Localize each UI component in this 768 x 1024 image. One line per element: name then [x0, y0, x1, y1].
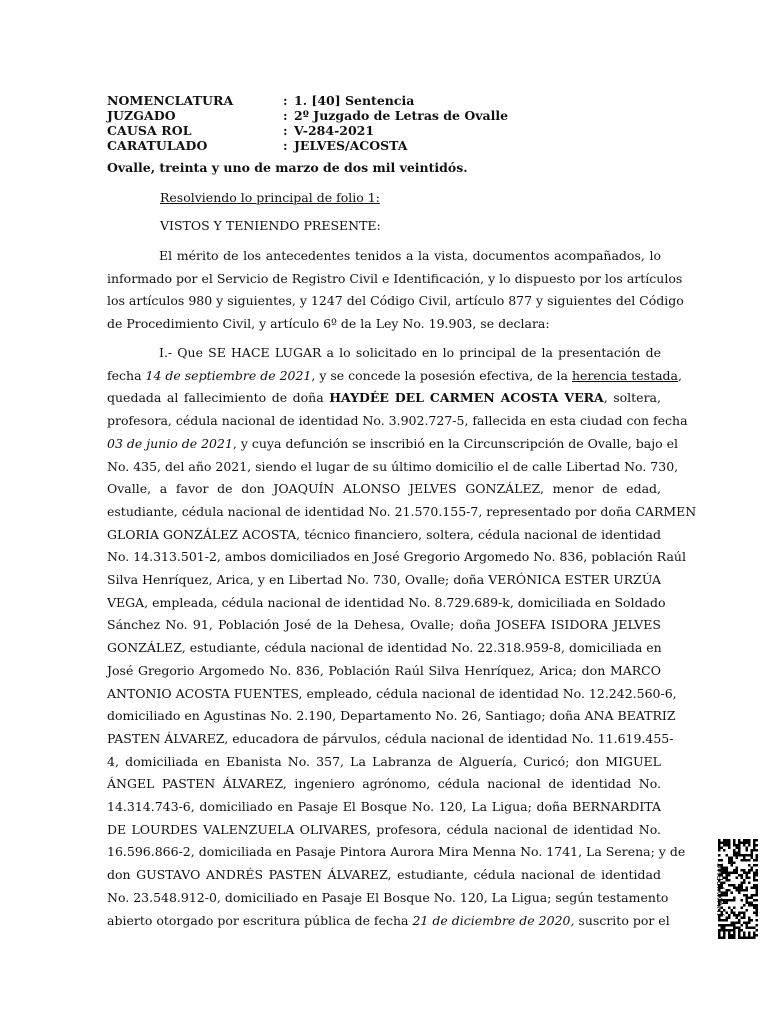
- text-segment: quedada al fallecimiento de doña: [107, 390, 330, 406]
- header-row-causa-rol: [107, 123, 627, 138]
- text-line: I.- Que SE HACE LUGAR a lo solicitado en lo principal de la presentación de: [159, 345, 661, 360]
- text-line: don GUSTAVO ANDRÉS PASTEN ÁLVAREZ, estudiante, cédula nacional de identidad: [107, 867, 661, 883]
- verification-code-text: JHVXYJPEHC: [716, 862, 725, 916]
- header-row-caratulado: [107, 138, 627, 153]
- text-line: PASTEN ÁLVAREZ, educadora de párvulos, cédula nacional de identidad No. 11.619.455-: [107, 730, 674, 746]
- text-line: José Gregorio Argomedo No. 836, Población Raúl Silva Henríquez, Arica; don MARCO: [107, 662, 661, 678]
- header-separator: :: [283, 123, 288, 138]
- text-line: GONZÁLEZ, estudiante, cédula nacional de identidad No. 22.318.959-8, domiciliada en: [107, 640, 662, 656]
- deceased-name: HAYDÉE DEL CARMEN ACOSTA VERA: [329, 390, 604, 406]
- paragraph-considerando: [107, 245, 684, 336]
- text-line: [107, 387, 661, 410]
- text-line: informado por el Servicio de Registro Civil e Identificación, y lo dispuesto por los artículos: [107, 270, 683, 286]
- header-value: JELVES/ACOSTA: [294, 138, 408, 153]
- header-row-juzgado: [107, 108, 627, 123]
- text-segment: , soltera,: [603, 390, 661, 406]
- text-segment: suscrito por el: [574, 912, 670, 928]
- text-line: los artículos 980 y siguientes, y 1247 del Código Civil, artículo 877 y siguientes del Código: [107, 293, 684, 309]
- header-separator: :: [283, 108, 288, 123]
- verification-code-block: [718, 838, 758, 940]
- header-separator: :: [283, 138, 288, 153]
- text-line: profesora, cédula nacional de identidad No. 3.902.727-5, fallecida en esta ciudad con fecha: [107, 413, 688, 429]
- text-segment: fecha: [107, 367, 146, 383]
- testament-date: 21 de diciembre de 2020,: [412, 912, 575, 928]
- text-segment: abierto otorgado por escritura pública de fecha: [107, 912, 413, 928]
- header-value: 2º Juzgado de Letras de Ovalle: [294, 108, 509, 123]
- herencia-testada: herencia testada: [571, 367, 678, 383]
- header-label: CAUSA ROL: [107, 123, 192, 138]
- header-label: JUZGADO: [107, 108, 176, 123]
- text-line: ANTONIO ACOSTA FUENTES, empleado, cédula nacional de identidad No. 12.242.560-6,: [107, 685, 677, 701]
- text-line: ÁNGEL PASTEN ÁLVAREZ, ingeniero agrónomo, cédula nacional de identidad No.: [107, 776, 661, 792]
- header-value: V-284-2021: [294, 123, 375, 138]
- text-line: El mérito de los antecedentes tenidos a la vista, documentos acompañados, lo: [159, 248, 661, 263]
- text-line: No. 23.548.912-0, domiciliado en Pasaje El Bosque No. 120, La Ligua; según testamento: [107, 889, 669, 905]
- death-date: 03 de junio de 2021: [107, 435, 233, 451]
- text-segment: , y cuya defunción se inscribió en la Circunscripción de Ovalle, bajo el: [232, 435, 678, 451]
- text-line: Sánchez No. 91, Población José de la Dehesa, Ovalle; doña JOSEFA ISIDORA JELVES: [107, 617, 661, 633]
- text-line: Ovalle, a favor de don JOAQUÍN ALONSO JELVES GONZÁLEZ, menor de edad,: [107, 481, 661, 497]
- text-line: Silva Henríquez, Arica, y en Libertad No. 730, Ovalle; doña VERÓNICA ESTER URZÚA: [107, 572, 661, 588]
- text-line: No. 435, del año 2021, siendo el lugar de su último domicilio el de calle Libertad No. 730,: [107, 458, 679, 474]
- header-label: NOMENCLATURA: [107, 93, 234, 108]
- text-line: de Procedimiento Civil, y artículo 6º de la Ley No. 19.903, se declara:: [107, 316, 550, 332]
- text-line: 4, domiciliada en Ebanista No. 357, La Labranza de Alguería, Curicó; don MIGUEL: [107, 753, 661, 769]
- paragraph-resolucion: [107, 342, 697, 932]
- text-segment: , y se concede la posesión efectiva, de la: [311, 367, 572, 383]
- text-line: DE LOURDES VALENZUELA OLIVARES, profesora, cédula nacional de identidad No.: [107, 821, 661, 837]
- header-value: 1. [40] Sentencia: [294, 93, 415, 108]
- text-line: domiciliado en Agustinas No. 2.190, Departamento No. 26, Santiago; doña ANA BEATRIZ: [107, 708, 676, 724]
- text-line: 16.596.866-2, domiciliada en Pasaje Pintora Aurora Mira Menna No. 1741, La Serena; y de: [107, 844, 686, 860]
- text-line: [107, 433, 678, 456]
- text-line: 14.314.743-6, domiciliado en Pasaje El Bosque No. 120, La Ligua; doña BERNARDITA: [107, 799, 661, 815]
- filing-date: 14 de septiembre de 2021: [145, 367, 312, 383]
- date-line: Ovalle, treinta y uno de marzo de dos mil veintidós.: [107, 160, 468, 175]
- case-header: [107, 93, 627, 153]
- header-row-nomenclatura: [107, 93, 627, 108]
- vistos-heading: VISTOS Y TENIENDO PRESENTE:: [160, 218, 381, 233]
- header-separator: :: [283, 93, 288, 108]
- text-line: No. 14.313.501-2, ambos domiciliados en José Gregorio Argomedo No. 836, población Raúl: [107, 549, 686, 565]
- text-segment: ,: [678, 367, 682, 383]
- text-line: VEGA, empleada, cédula nacional de identidad No. 8.729.689-k, domiciliada en Soldado: [107, 594, 666, 610]
- resolviendo-heading: Resolviendo lo principal de folio 1:: [160, 190, 380, 205]
- header-label: CARATULADO: [107, 138, 208, 153]
- text-line: [107, 365, 682, 388]
- text-line: [107, 910, 670, 933]
- text-line: GLORIA GONZÁLEZ ACOSTA, técnico financiero, soltera, cédula nacional de identidad: [107, 526, 661, 542]
- text-line: estudiante, cédula nacional de identidad No. 21.570.155-7, representado por doña CARMEN: [107, 503, 697, 519]
